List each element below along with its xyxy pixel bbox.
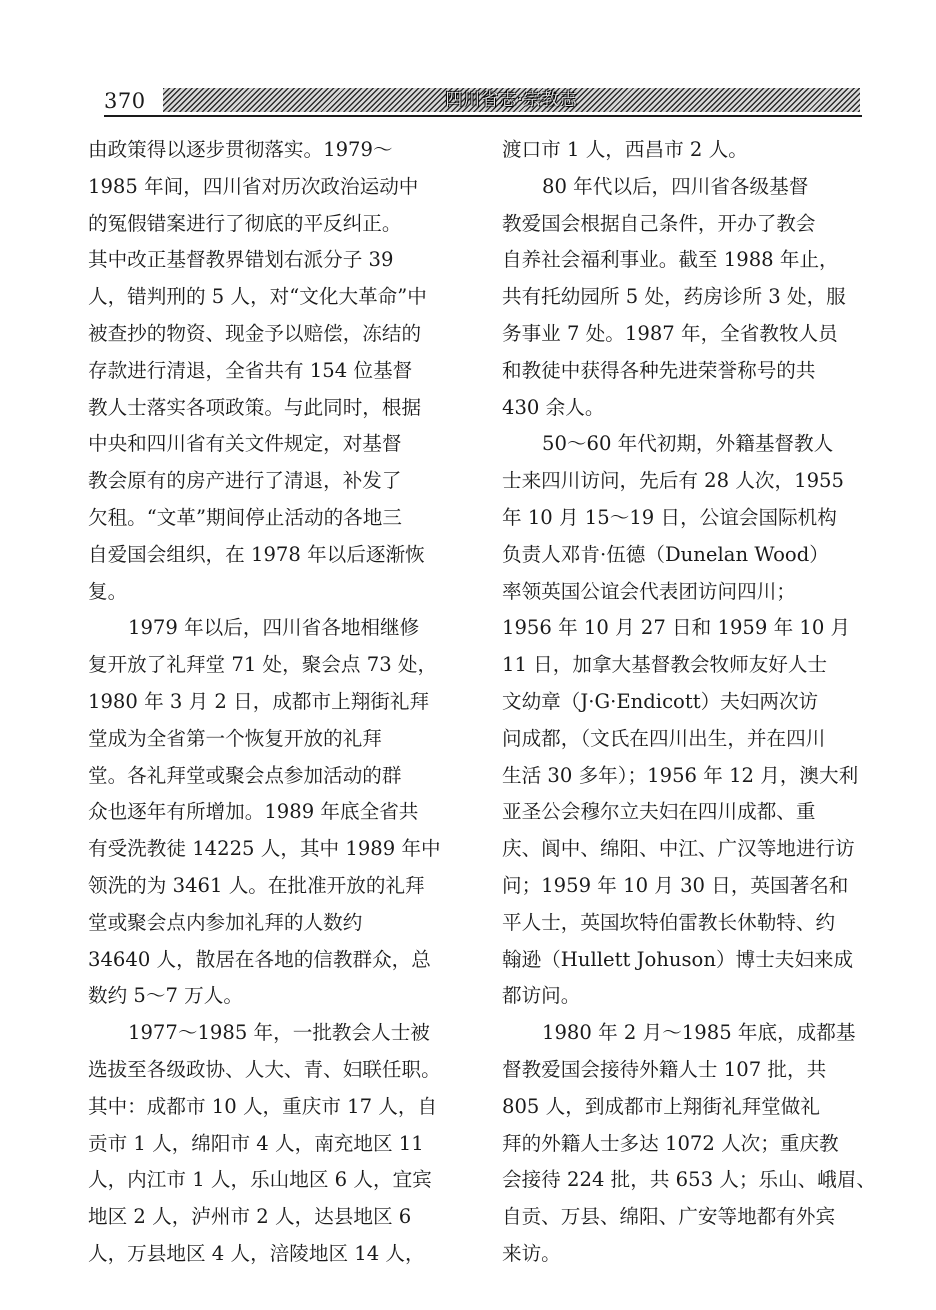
text-line: 翰逊（Hullett Johuson）博士夫妇来成 bbox=[502, 947, 854, 971]
text-line: 问成都，（文氏在四川出生，并在四川 bbox=[502, 726, 826, 750]
text-line: 督教爱国会接待外籍人士 107 批，共 bbox=[502, 1057, 827, 1081]
text-line: 庆、阆中、绵阳、中江、广汉等地进行访 bbox=[502, 837, 855, 861]
text-line: 拜的外籍人士多达 1072 人次；重庆教 bbox=[502, 1131, 839, 1155]
text-line: 有受洗教徒 14225 人，其中 1989 年中 bbox=[88, 837, 441, 861]
left-column bbox=[88, 132, 472, 1273]
text-line: 人，内江市 1 人，乐山地区 6 人，宜宾 bbox=[88, 1168, 432, 1192]
text-line: 平人士，英国坎特伯雷教长休勒特、约 bbox=[502, 910, 836, 934]
text-line: 自贡、万县、绵阳、广安等地都有外宾 bbox=[502, 1205, 836, 1229]
text-line: 1980 年 2 月～1985 年底，成都基 bbox=[542, 1021, 856, 1045]
text-line: 率领英国公谊会代表团访问四川； bbox=[502, 579, 796, 603]
text-line: 堂或聚会点内参加礼拜的人数约 bbox=[88, 910, 363, 934]
text-line: 教人士落实各项政策。与此同时，根据 bbox=[88, 395, 422, 419]
header-rule bbox=[104, 115, 862, 117]
page-number: 370 bbox=[104, 89, 146, 113]
text-line: 都访问。 bbox=[502, 984, 581, 1008]
text-line: 贡市 1 人，绵阳市 4 人，南充地区 11 bbox=[88, 1131, 424, 1155]
text-line: 会接待 224 批，共 653 人；乐山、峨眉、 bbox=[502, 1168, 877, 1192]
text-line: 务事业 7 处。1987 年，全省教牧人员 bbox=[502, 321, 838, 345]
running-title: 四川省志·宗教志 bbox=[445, 90, 578, 110]
text-line: 存款进行清退，全省共有 154 位基督 bbox=[88, 358, 413, 382]
text-line: 来访。 bbox=[502, 1241, 561, 1265]
text-line: 的冤假错案进行了彻底的平反纠正。 bbox=[88, 211, 402, 235]
text-line: 自爱国会组织，在 1978 年以后逐渐恢 bbox=[88, 542, 425, 566]
text-line: 堂。各礼拜堂或聚会点参加活动的群 bbox=[88, 763, 402, 787]
text-line: 自养社会福利事业。截至 1988 年止， bbox=[502, 248, 839, 272]
text-line: 选拔至各级政协、人大、青、妇联任职。 bbox=[88, 1057, 441, 1081]
text-line: 人，错判刑的 5 人，对“文化大革命”中 bbox=[88, 285, 427, 309]
text-line: 教会原有的房产进行了清退，补发了 bbox=[88, 469, 402, 493]
text-line: 教爱国会根据自己条件，开办了教会 bbox=[502, 211, 816, 235]
text-line: 渡口市 1 人，西昌市 2 人。 bbox=[502, 138, 748, 161]
text-line: 1956 年 10 月 27 日和 1959 年 10 月 bbox=[502, 616, 851, 640]
text-line: 众也逐年有所增加。1989 年底全省共 bbox=[88, 800, 419, 824]
text-line: 34640 人，散居在各地的信教群众，总 bbox=[88, 947, 431, 971]
text-line: 1979 年以后，四川省各地相继修 bbox=[128, 616, 420, 640]
text-line: 中央和四川省有关文件规定，对基督 bbox=[88, 432, 402, 456]
text-line: 11 日，加拿大基督教会牧师友好人士 bbox=[502, 653, 828, 677]
header-band bbox=[163, 88, 860, 112]
text-line: 1985 年间，四川省对历次政治运动中 bbox=[88, 174, 419, 198]
text-line: 年 10 月 15～19 日，公谊会国际机构 bbox=[502, 505, 837, 529]
right-column bbox=[502, 132, 886, 1273]
text-line: 地区 2 人，泸州市 2 人，达县地区 6 bbox=[88, 1205, 412, 1229]
text-line: 50～60 年代初期，外籍基督教人 bbox=[542, 432, 834, 456]
text-line: 由政策得以逐步贯彻落实。1979～ bbox=[88, 138, 393, 161]
text-line: 430 余人。 bbox=[502, 395, 605, 419]
text-line: 和教徒中获得各种先进荣誉称号的共 bbox=[502, 358, 816, 382]
text-line: 文幼章（J·G·Endicott）夫妇两次访 bbox=[502, 689, 819, 713]
text-line: 人，万县地区 4 人，涪陵地区 14 人， bbox=[88, 1241, 425, 1265]
text-line: 1977～1985 年，一批教会人士被 bbox=[128, 1021, 430, 1045]
text-line: 领洗的为 3461 人。在批准开放的礼拜 bbox=[88, 873, 425, 897]
text-line: 士来四川访问，先后有 28 人次，1955 bbox=[502, 469, 844, 493]
text-line: 复。 bbox=[88, 579, 128, 603]
text-line: 生活 30 多年）；1956 年 12 月，澳大利 bbox=[502, 763, 859, 787]
text-line: 被查抄的物资、现金予以赔偿，冻结的 bbox=[88, 321, 422, 345]
text-line: 共有托幼园所 5 处，药房诊所 3 处，服 bbox=[502, 285, 846, 309]
text-line: 80 年代以后，四川省各级基督 bbox=[542, 174, 809, 198]
text-line: 亚圣公会穆尔立夫妇在四川成都、重 bbox=[502, 800, 816, 824]
text-line: 堂成为全省第一个恢复开放的礼拜 bbox=[88, 726, 382, 750]
text-line: 1980 年 3 月 2 日，成都市上翔街礼拜 bbox=[88, 689, 430, 713]
text-line: 数约 5～7 万人。 bbox=[88, 984, 243, 1008]
text-line: 805 人，到成都市上翔街礼拜堂做礼 bbox=[502, 1094, 820, 1118]
text-line: 欠租。“文革”期间停止活动的各地三 bbox=[88, 505, 402, 529]
text-line: 其中：成都市 10 人，重庆市 17 人，自 bbox=[88, 1094, 438, 1118]
text-line: 其中改正基督教界错划右派分子 39 bbox=[88, 248, 394, 272]
text-line: 负责人邓肯·伍德（Dunelan Wood） bbox=[502, 542, 829, 566]
text-line: 问；1959 年 10 月 30 日，英国著名和 bbox=[502, 873, 849, 897]
text-line: 复开放了礼拜堂 71 处，聚会点 73 处， bbox=[88, 653, 438, 677]
